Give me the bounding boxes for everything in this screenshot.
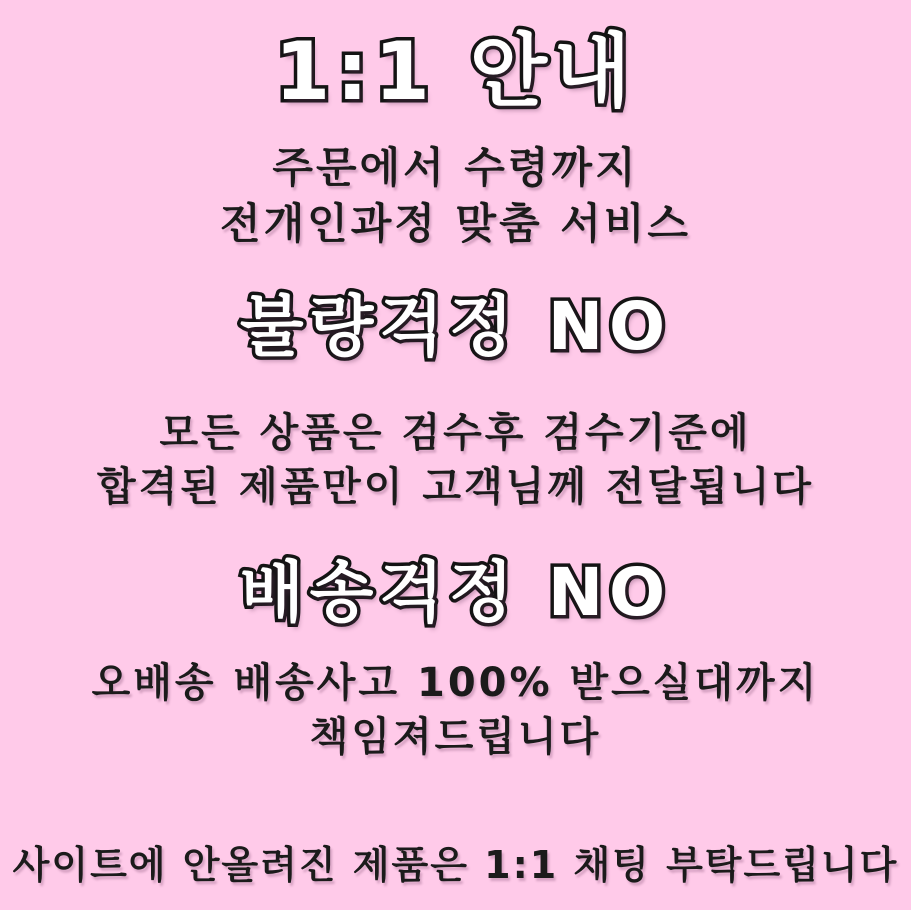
section-shipping-body-line-2: 책임져드립니다 — [309, 714, 602, 760]
section-defect-body-line-1: 모든 상품은 검수후 검수기준에 — [159, 410, 752, 456]
intro-line-1: 주문에서 수령까지 — [272, 143, 639, 192]
section-defect-body-line-2: 합격된 제품만이 고객님께 전달됩니다 — [96, 464, 815, 510]
section-heading-defect: 불량걱정 NO — [239, 288, 672, 365]
footer-note: 사이트에 안올려진 제품은 1:1 채팅 부탁드립니다 — [12, 843, 899, 887]
section-heading-shipping: 배송걱정 NO — [239, 554, 672, 631]
page-title: 1:1 안내 — [274, 25, 637, 118]
section-shipping-body-line-1: 오배송 배송사고 100% 받으실대까지 — [91, 660, 820, 706]
intro-line-2: 전개인과정 맞춤 서비스 — [220, 199, 691, 248]
